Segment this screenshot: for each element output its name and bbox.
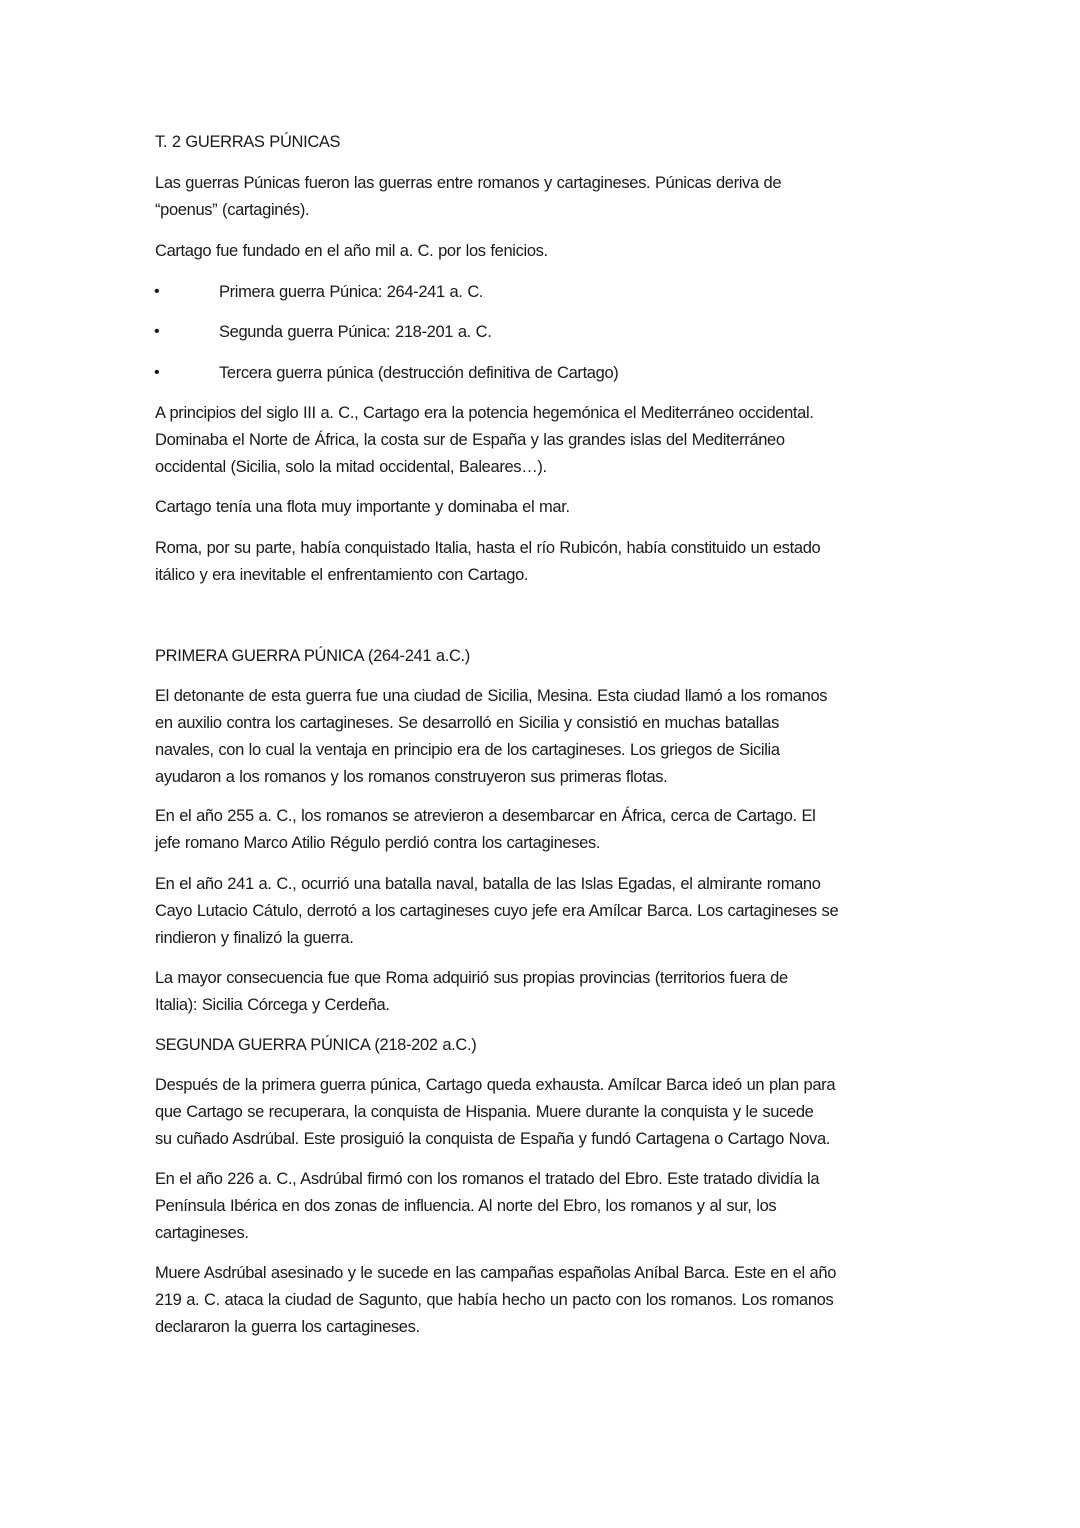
bullet-icon: •: [154, 323, 160, 340]
bullet-icon: •: [154, 283, 160, 300]
fleet-paragraph: Cartago tenía una flota muy importante y dominaba el mar.: [155, 498, 570, 516]
paragraph-line: itálico y era inevitable el enfrentamiento con Cartago.: [155, 566, 529, 584]
paragraph-line: En el año 241 a. C., ocurrió una batalla naval, batalla de las Islas Egadas, el almirante romano: [155, 875, 821, 893]
paragraph-line: 219 a. C. ataca la ciudad de Sagunto, que había hecho un pacto con los romanos. Los romanos: [155, 1291, 834, 1309]
paragraph-line: en auxilio contra los cartagineses. Se desarrolló en Sicilia y consistió en muchas batallas: [155, 714, 779, 732]
paragraph-line: En el año 226 a. C., Asdrúbal firmó con los romanos el tratado del Ebro. Este tratado dividía la: [155, 1170, 820, 1188]
bullet-text: Tercera guerra púnica (destrucción definitiva de Cartago): [219, 364, 619, 382]
paragraph-line: Italia): Sicilia Córcega y Cerdeña.: [155, 996, 390, 1014]
paragraph-line: occidental (Sicilia, solo la mitad occidental, Baleares…).: [155, 458, 547, 476]
paragraph-line: A principios del siglo III a. C., Cartago era la potencia hegemónica el Mediterráneo occidental.: [155, 404, 814, 422]
bullet-text: Primera guerra Púnica: 264-241 a. C.: [219, 283, 484, 301]
bullet-text: Segunda guerra Púnica: 218-201 a. C.: [219, 323, 492, 341]
paragraph-line: Cayo Lutacio Cátulo, derrotó a los cartagineses cuyo jefe era Amílcar Barca. Los cartagineses se: [155, 902, 839, 920]
paragraph-line: jefe romano Marco Atilio Régulo perdió contra los cartagineses.: [155, 834, 601, 852]
paragraph-line: navales, con lo cual la ventaja en principio era de los cartagineses. Los griegos de Sicilia: [155, 741, 780, 759]
bullet-icon: •: [154, 364, 160, 381]
paragraph-line: Después de la primera guerra púnica, Cartago queda exhausta. Amílcar Barca ideó un plan para: [155, 1076, 836, 1094]
paragraph-line: Muere Asdrúbal asesinado y le sucede en las campañas españolas Aníbal Barca. Este en el año: [155, 1264, 837, 1282]
paragraph-line: El detonante de esta guerra fue una ciudad de Sicilia, Mesina. Esta ciudad llamó a los romanos: [155, 687, 828, 705]
section-heading: PRIMERA GUERRA PÚNICA (264-241 a.C.): [155, 647, 470, 665]
paragraph-line: “poenus” (cartaginés).: [155, 201, 310, 219]
paragraph-line: que Cartago se recuperara, la conquista de Hispania. Muere durante la conquista y le sucede: [155, 1103, 814, 1121]
paragraph-line: su cuñado Asdrúbal. Este prosiguió la conquista de España y fundó Cartagena o Cartago Nova.: [155, 1130, 831, 1148]
document-title: T. 2 GUERRAS PÚNICAS: [155, 133, 341, 151]
paragraph-line: ayudaron a los romanos y los romanos construyeron sus primeras flotas.: [155, 768, 668, 786]
paragraph-line: Roma, por su parte, había conquistado Italia, hasta el río Rubicón, había constituido un estado: [155, 539, 821, 557]
founding-paragraph: Cartago fue fundado en el año mil a. C. por los fenicios.: [155, 242, 548, 260]
paragraph-line: Península Ibérica en dos zonas de influencia. Al norte del Ebro, los romanos y al sur, los: [155, 1197, 777, 1215]
paragraph-line: En el año 255 a. C., los romanos se atrevieron a desembarcar en África, cerca de Cartago. El: [155, 807, 816, 825]
paragraph-line: rindieron y finalizó la guerra.: [155, 929, 354, 947]
section-heading: SEGUNDA GUERRA PÚNICA (218-202 a.C.): [155, 1036, 477, 1054]
paragraph-line: Las guerras Púnicas fueron las guerras entre romanos y cartagineses. Púnicas deriva de: [155, 174, 782, 192]
paragraph-line: declararon la guerra los cartagineses.: [155, 1318, 420, 1336]
paragraph-line: cartagineses.: [155, 1224, 249, 1242]
paragraph-line: Dominaba el Norte de África, la costa sur de España y las grandes islas del Mediterráneo: [155, 431, 785, 449]
paragraph-line: La mayor consecuencia fue que Roma adquirió sus propias provincias (territorios fuera de: [155, 969, 788, 987]
